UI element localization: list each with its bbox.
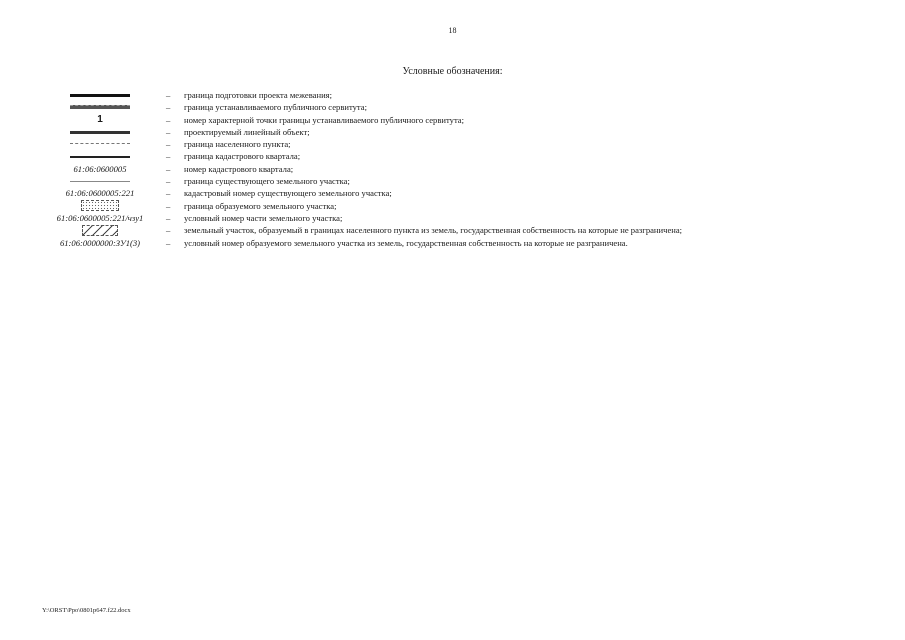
legend-dash: – [166,139,171,150]
legend-text: номер характерной точки границы устанавливаемого публичного сервитута; [184,114,465,125]
legend-row [38,200,898,212]
new-parcel-label: 61:06:0000000:ЗУ1(3) [59,237,141,248]
legend-row [38,114,898,126]
legend-symbol-quarter-line [38,151,162,163]
legend-row [38,89,898,101]
legend-dash: – [166,90,171,100]
parcel-part-label: 61:06:0600005:221/чзу1 [56,212,144,223]
linear-object-symbol [70,131,130,134]
existing-parcel-line-symbol [70,181,130,182]
legend-symbol-settlement-line [38,138,162,150]
legend-dash: – [166,200,171,211]
legend-dash: – [166,225,171,236]
legend-symbol-label [38,237,162,249]
legend-dash: – [166,151,171,162]
legend-dash: – [166,114,171,125]
legend-row [38,175,898,187]
legend-text: земельный участок, образуемый в границах населенного пункта из земель, государственная собственность на которые не разграничена; [184,225,683,236]
legend-symbol-dotted-hatch [38,200,162,212]
legend-dash: – [166,126,171,137]
legend-text: граница подготовки проекта межевания; [184,90,333,100]
settlement-line-symbol [70,143,130,145]
legend-dash: – [166,188,171,199]
legend-text: граница кадастрового квартала; [184,151,301,162]
legend-row [38,224,898,236]
legend-text: условный номер образуемого земельного участка из земель, государственная собственность на которые не разграничена. [184,237,628,248]
legend-symbol-existing-parcel-line [38,175,162,187]
legend-text: условный номер части земельного участка; [184,212,343,223]
legend-text: граница существующего земельного участка; [184,176,350,187]
legend-symbol-servitude-line [38,101,162,113]
point-number-symbol: 1 [97,113,103,125]
legend-row [38,212,898,224]
legend-symbol-label [38,212,162,224]
legend-dash: – [166,102,171,113]
legend-symbol-label [38,188,162,200]
legend-list [38,89,898,249]
legend-text: кадастровый номер существующего земельного участка; [184,188,392,199]
parcel-number-label: 61:06:0600005:221 [65,188,135,199]
legend-text: проектируемый линейный объект; [184,126,310,137]
legend-row [38,138,898,150]
legend-dash: – [166,176,171,187]
legend-row [38,150,898,162]
legend-symbol-linear-object [38,126,162,138]
legend-symbol-label [38,163,162,175]
legend-text: номер кадастрового квартала; [184,163,294,174]
legend-symbol-diagonal-hatch [38,224,162,236]
legend-row [38,163,898,175]
legend-text: граница населенного пункта; [184,139,291,150]
legend-dash: – [166,163,171,174]
servitude-line-symbol [70,105,130,109]
legend-dash: – [166,212,171,223]
legend-row [38,101,898,113]
legend-title [0,66,905,77]
legend-dash: – [166,237,171,248]
legend-row [38,126,898,138]
page-number: 18 [448,26,457,35]
quarter-line-symbol [70,156,130,158]
dotted-hatch-symbol [81,200,119,211]
footer-file-path: Y:\ORST\Ppo\0801p647.f22.docx [42,607,131,614]
quarter-number-label: 61:06:0600005 [73,163,127,174]
diagonal-hatch-symbol [82,225,118,236]
legend-symbol-thick-line [38,89,162,101]
legend-symbol-number [38,114,162,126]
legend-title-text: Условные обозначения: [402,66,503,77]
legend-text: граница устанавливаемого публичного сервитута; [184,102,367,113]
legend-row [38,187,898,199]
legend-text: граница образуемого земельного участка; [184,200,337,211]
legend-row [38,237,898,249]
thick-line-symbol [70,94,130,97]
